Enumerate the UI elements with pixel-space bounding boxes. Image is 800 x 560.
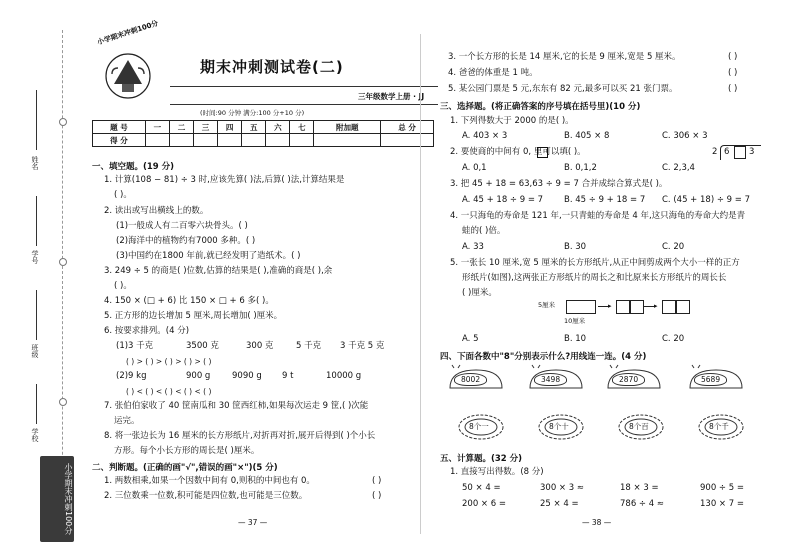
calc-item[interactable]: 50 × 4 =	[462, 483, 501, 493]
dividend-digit: 3	[749, 147, 755, 157]
score-cell[interactable]	[145, 134, 169, 147]
answer-paren[interactable]: ( )	[728, 68, 738, 78]
number-label: 5689	[694, 373, 727, 386]
question-4: 4. 150 × (□ + 6) 比 150 × □ + 6 多( )。	[104, 296, 274, 306]
question-6: 6. 按要求排列。(4 分)	[104, 326, 190, 336]
number-label: 2870	[612, 373, 645, 386]
table-cell: 三	[194, 121, 218, 134]
question-1: 1. 计算(108 − 81) ÷ 3 时,应该先算( )法,后算( )法,计算结果是	[104, 175, 345, 185]
score-cell[interactable]	[194, 134, 218, 147]
place-value-label: 8个百	[629, 422, 649, 431]
score-cell[interactable]	[169, 134, 193, 147]
question-2-1: (1)一般成人有二百零六块骨头。( )	[116, 221, 248, 231]
answer-paren[interactable]: ( )	[372, 476, 382, 486]
calc-item[interactable]: 25 × 4 =	[540, 499, 579, 509]
question-7-cont: 运完。	[114, 416, 140, 426]
binding-hole	[59, 398, 67, 406]
header-rule	[170, 86, 438, 87]
class-line[interactable]	[36, 290, 37, 340]
spine-brand: 小学期末冲刺100分	[40, 456, 74, 542]
answer-paren[interactable]: ( )	[372, 491, 382, 501]
choice-option[interactable]: B. 10	[564, 334, 587, 344]
name-label: 姓名	[31, 156, 39, 170]
calc-item[interactable]: 18 × 3 =	[620, 483, 659, 493]
place-value-flower[interactable]	[696, 412, 746, 442]
rectangle-shape	[566, 300, 596, 314]
q6-row1-item: 3 千克 5 克	[340, 341, 385, 351]
score-cell[interactable]	[242, 134, 266, 147]
choice-1: 1. 下列得数大于 2000 的是( )。	[450, 116, 574, 126]
place-value-flower[interactable]	[456, 412, 506, 442]
choice-option[interactable]: C. 20	[662, 334, 685, 344]
time-note: (时间:90 分钟 满分:100 分+10 分)	[200, 109, 305, 117]
q6-row1-item: 5 千克	[296, 341, 322, 351]
question-2: 2. 读出或写出横线上的数。	[104, 206, 209, 216]
score-header-row	[93, 121, 434, 134]
choice-5-cont2: ( )厘米。	[462, 288, 497, 298]
figure-label: 10厘米	[564, 317, 586, 325]
section-choice: 三、选择题。(将正确答案的序号填在括号里)(10 分)	[440, 102, 641, 112]
section-calculation: 五、计算题。(32 分)	[440, 454, 523, 464]
q6-row1-item: 3500 克	[186, 341, 219, 351]
choice-option[interactable]: A. 403 × 3	[462, 131, 508, 141]
choice-option[interactable]: A. 33	[462, 242, 484, 252]
q6-row2-item: 10000 g	[326, 371, 362, 381]
square-shape	[676, 300, 690, 314]
arrow-line	[598, 306, 608, 307]
choice-option[interactable]: A. 0,1	[462, 163, 487, 173]
table-cell: 一	[145, 121, 169, 134]
score-table	[92, 120, 434, 147]
q6-row2-item: (2)9 kg	[116, 371, 147, 381]
class-label: 班级	[31, 344, 39, 358]
q6-row2-item: 9 t	[282, 371, 294, 381]
square-shape	[662, 300, 676, 314]
question-8-cont: 方形。每个小长方形的周长是( )厘米。	[114, 446, 260, 456]
calc-instructions: 1. 直接写出得数。(8 分)	[450, 467, 544, 477]
name-line[interactable]	[36, 90, 37, 150]
choice-3: 3. 把 45 + 18 = 63,63 ÷ 9 = 7 合并成综合算式是( )。	[450, 179, 668, 189]
score-cell[interactable]	[218, 134, 242, 147]
choice-option[interactable]: B. 0,1,2	[564, 163, 597, 173]
blank-box[interactable]	[537, 147, 548, 158]
choice-5: 5. 一张长 10 厘米,宽 5 厘米的长方形纸片,从正中间剪成两个大小一样的正方	[450, 258, 740, 268]
square-shape	[630, 300, 644, 314]
trophy-logo-icon	[92, 38, 164, 110]
question-7: 7. 张伯伯家收了 40 筐南瓜和 30 筐西红柿,如果每次运走 9 筐,( )次能	[104, 401, 369, 411]
answer-paren[interactable]: ( )	[728, 52, 738, 62]
section-fill-in: 一、填空题。(19 分)	[92, 162, 175, 172]
choice-option[interactable]: C. 306 × 3	[662, 131, 708, 141]
score-cell[interactable]	[290, 134, 314, 147]
choice-option[interactable]: A. 5	[462, 334, 479, 344]
question-2-2: (2)海洋中的植物约有7000 多种。( )	[116, 236, 256, 246]
snail-number-card[interactable]	[446, 364, 506, 392]
table-cell: 七	[290, 121, 314, 134]
q6-row2-item: 9090 g	[232, 371, 262, 381]
school-label: 学校	[31, 428, 39, 442]
question-8: 8. 将一张边长为 16 厘米的长方形纸片,对折再对折,展开后得到( )个小长	[104, 431, 376, 441]
calc-item[interactable]: 300 × 3 ≈	[540, 483, 584, 493]
calc-item[interactable]: 900 ÷ 5 =	[700, 483, 744, 493]
choice-5-cont: 形纸片(如图),这两张正方形纸片的周长之和比原来长方形纸片的周长长	[462, 273, 727, 283]
table-cell: 总 分	[381, 121, 434, 134]
place-value-label: 8个十	[549, 422, 569, 431]
q6-row1-item: (1)3 千克	[116, 341, 154, 351]
logo-text: 小学期末冲刺100分	[96, 19, 160, 47]
score-cell[interactable]	[381, 134, 434, 147]
table-cell: 题 号	[93, 121, 146, 134]
place-value-flower[interactable]	[536, 412, 586, 442]
table-cell: 二	[169, 121, 193, 134]
blank-box[interactable]	[734, 146, 746, 159]
section-true-false: 二、判断题。(正确的画"√",错误的画"×")(5 分)	[92, 463, 278, 473]
page-number-left: — 37 —	[238, 518, 268, 527]
table-cell: 四	[218, 121, 242, 134]
divisor: 2	[712, 147, 718, 157]
cut-line	[62, 30, 63, 530]
question-3-cont: ( )。	[114, 281, 132, 291]
calc-item[interactable]: 786 ÷ 4 ≈	[620, 499, 664, 509]
score-cell[interactable]	[266, 134, 290, 147]
choice-option[interactable]: C. 2,3,4	[662, 163, 695, 173]
student-id-label: 学号	[31, 250, 39, 264]
q6-row1-item: 300 克	[246, 341, 274, 351]
student-id-line[interactable]	[36, 196, 37, 246]
school-line[interactable]	[36, 384, 37, 424]
q6-row2-answers: ( ) < ( ) < ( ) < ( ) < ( )	[126, 387, 212, 396]
snail-number-card[interactable]	[686, 364, 746, 392]
section-matching: 四、下面各数中"8"分别表示什么?用线连一连。(4 分)	[440, 352, 647, 362]
choice-4: 4. 一只海龟的寿命是 121 年,一只青蛙的寿命是 4 年,这只海龟的寿命大约是青	[450, 211, 746, 221]
choice-option[interactable]: B. 30	[564, 242, 587, 252]
judge-1: 1. 两数相乘,如果一个因数中间有 0,则积的中间也有 0。	[104, 476, 315, 486]
arrow-head-icon: ▸	[608, 302, 612, 310]
binding-hole	[59, 118, 67, 126]
number-label: 3498	[534, 373, 567, 386]
judge-5: 5. 某公园门票是 5 元,东东有 82 元,最多可以买 21 张门票。	[448, 84, 678, 94]
snail-number-card[interactable]	[604, 364, 664, 392]
judge-3: 3. 一个长方形的长是 14 厘米,它的长是 9 厘米,宽是 5 厘米。	[448, 52, 681, 62]
q6-row1-answers: ( ) > ( ) > ( ) > ( ) > ( )	[126, 357, 212, 366]
brand-logo	[92, 19, 164, 110]
choice-option[interactable]: C. 20	[662, 242, 685, 252]
grade-tag: 三年级数学上册 · JJ	[358, 92, 425, 101]
answer-paren[interactable]: ( )	[728, 84, 738, 94]
choice-option[interactable]: C. (45 + 18) ÷ 9 = 7	[662, 195, 750, 205]
question-3: 3. 249 ÷ 5 的商是( )位数,估算的结果是( ),准确的商是( ),余	[104, 266, 333, 276]
snail-number-card[interactable]	[526, 364, 586, 392]
table-cell: 五	[242, 121, 266, 134]
division-figure	[712, 143, 762, 161]
page-title: 期末冲刺测试卷(二)	[200, 58, 344, 76]
arrow-line	[644, 306, 654, 307]
q6-row2-item: 900 g	[186, 371, 211, 381]
table-cell: 附加题	[314, 121, 381, 134]
rectangle-figure	[538, 298, 688, 328]
score-value-row	[93, 134, 434, 147]
choice-option[interactable]: B. 405 × 8	[564, 131, 610, 141]
binding-hole	[59, 258, 67, 266]
table-cell: 六	[266, 121, 290, 134]
arrow-head-icon: ▸	[654, 302, 658, 310]
place-value-label: 8个一	[469, 422, 489, 431]
header-rule	[170, 104, 438, 105]
question-5: 5. 正方形的边长增加 5 厘米,周长增加( )厘米。	[104, 311, 283, 321]
page-number-right: — 38 —	[582, 518, 612, 527]
choice-4-cont: 蛙的( )倍。	[462, 226, 506, 236]
square-shape	[616, 300, 630, 314]
judge-2: 2. 三位数乘一位数,积可能是四位数,也可能是三位数。	[104, 491, 308, 501]
table-cell: 得 分	[93, 134, 146, 147]
figure-label: 5厘米	[538, 301, 556, 309]
dividend-digit: 6	[724, 147, 730, 157]
page-divider	[420, 34, 421, 534]
place-value-flower[interactable]	[616, 412, 666, 442]
choice-option[interactable]: A. 45 + 18 ÷ 9 = 7	[462, 195, 544, 205]
score-cell[interactable]	[314, 134, 381, 147]
choice-option[interactable]: B. 45 ÷ 9 + 18 = 7	[564, 195, 646, 205]
choice-2: 2. 要使商的中间有 0, 里可以填( )。	[450, 147, 586, 157]
calc-item[interactable]: 130 × 7 =	[700, 499, 744, 509]
question-1-cont: ( )。	[114, 190, 132, 200]
calc-item[interactable]: 200 × 6 =	[462, 499, 506, 509]
binding-strip	[0, 0, 78, 560]
judge-4: 4. 爸爸的体重是 1 吨。	[448, 68, 538, 78]
question-2-3: (3)中国约在1800 年前,就已经发明了造纸术。( )	[116, 251, 301, 261]
place-value-label: 8个千	[709, 422, 729, 431]
number-label: 8002	[454, 373, 487, 386]
